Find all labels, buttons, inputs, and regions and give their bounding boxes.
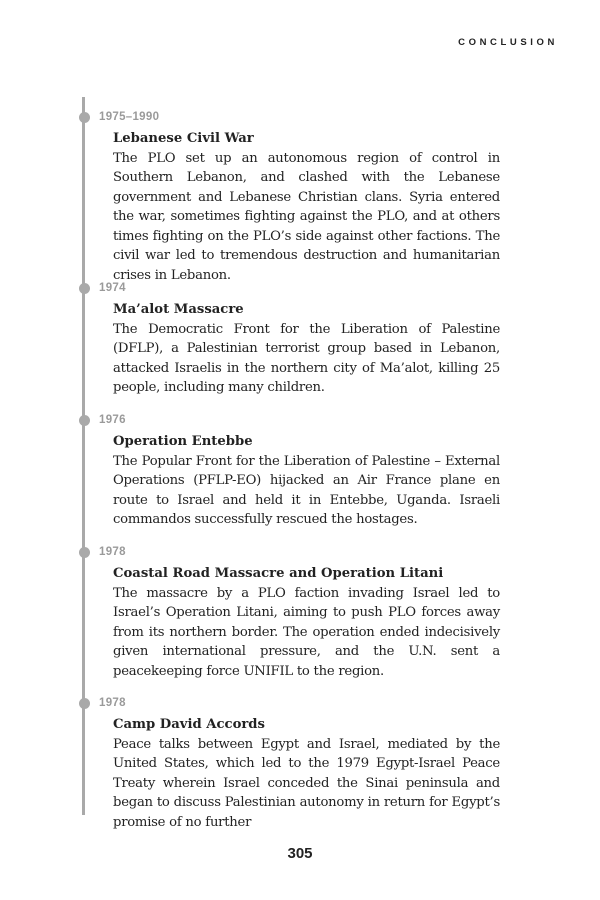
running-head: CONCLUSION — [458, 37, 558, 48]
entry-year: 1975–1990 — [99, 111, 160, 123]
timeline-entry — [99, 545, 500, 681]
entry-body: The Popular Front for the Liberation of Palestine – External Operations (PFLP-EO) hijacked an Air France plane en route to Israel and held it in Entebbe, Uganda. Israeli commandos successfully rescued the hostages. — [113, 453, 500, 527]
timeline-dot-icon — [79, 112, 90, 123]
entry-year: 1978 — [99, 697, 126, 709]
entry-title: Lebanese Civil War — [113, 131, 254, 146]
timeline-dot-icon — [79, 698, 90, 709]
entry-year: 1978 — [99, 546, 126, 558]
entry-title: Coastal Road Massacre and Operation Litani — [113, 566, 444, 581]
entry-title: Operation Entebbe — [113, 434, 253, 449]
entry-year: 1976 — [99, 414, 126, 426]
timeline-entry — [99, 110, 500, 285]
entry-title: Camp David Accords — [113, 717, 265, 732]
timeline-entry — [99, 413, 500, 530]
entry-body: The PLO set up an autonomous region of control in Southern Lebanon, and clashed with the Lebanese government and Lebanese Christian clans. Syria entered the war, sometimes fighting against the PLO, and at others times fighting on the PLO’s side against other factions. The civil war led to tremendous destruction and humanitarian crises in Lebanon. — [113, 150, 500, 283]
entry-body: The massacre by a PLO faction invading Israel led to Israel’s Operation Litani, aiming to push PLO forces away from its northern border. The operation ended indecisively given international pressure, and the U.N. sent a peacekeeping force UNIFIL to the region. — [113, 585, 500, 679]
entry-title: Ma’alot Massacre — [113, 302, 244, 317]
timeline-entry — [99, 281, 500, 398]
entry-year: 1974 — [99, 282, 126, 294]
timeline-dot-icon — [79, 547, 90, 558]
timeline-dot-icon — [79, 415, 90, 426]
timeline-entry — [99, 696, 500, 832]
entry-body: The Democratic Front for the Liberation of Palestine (DFLP), a Palestinian terrorist group based in Lebanon, attacked Israelis in the northern city of Ma’alot, killing 25 people, including many children. — [113, 321, 500, 395]
page-number: 305 — [287, 845, 313, 862]
entry-body: Peace talks between Egypt and Israel, mediated by the United States, which led to the 1979 Egypt-Israel Peace Treaty wherein Israel conceded the Sinai peninsula and began to discuss Palestinian autonomy in return for Egypt’s promise of no further — [113, 736, 500, 830]
timeline-dot-icon — [79, 283, 90, 294]
